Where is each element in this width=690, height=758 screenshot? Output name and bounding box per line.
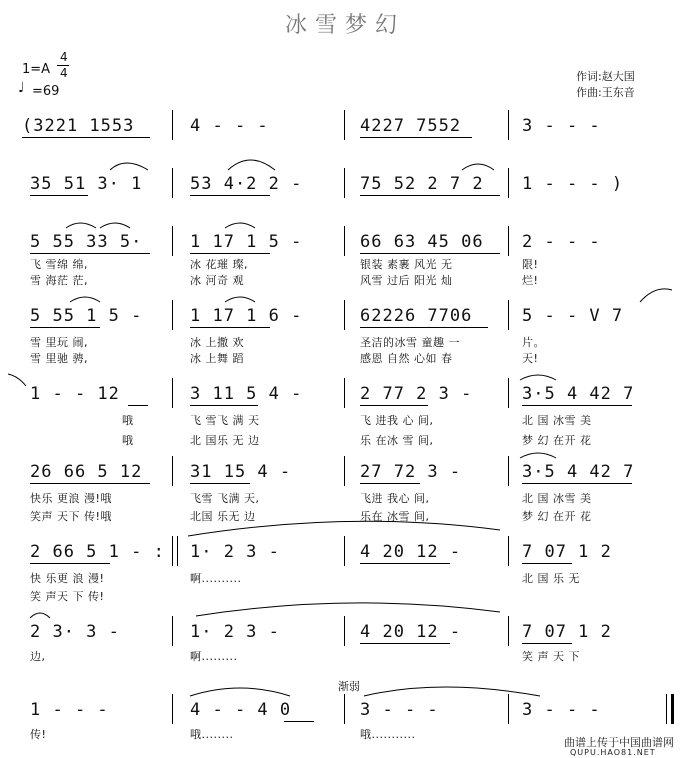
lyric-r3-l2-m1: 冰 上舞 蹈: [190, 352, 244, 365]
watermark-text: 曲谱上传于中国曲谱网: [564, 736, 674, 749]
lyric-r5-l2-m3: 梦 幻 在开 花: [522, 510, 592, 523]
slur: [190, 688, 290, 696]
lyric-r4-l2-m2: 乐 在冰 雪 间,: [360, 434, 434, 447]
measure-r8-m3: 3 - - -: [522, 700, 601, 720]
slur: [66, 223, 96, 228]
lyric-r2-l2-m0: 雪 海茫 茫,: [30, 274, 88, 287]
lyric-r4-l1-m0: 哦: [122, 414, 134, 427]
measure-r7-m0: 2 3· 3 -: [30, 622, 120, 642]
slur: [228, 160, 275, 170]
lyric-r4-l1-m2: 飞 进我 心 间,: [360, 414, 434, 427]
measure-r2-m2: 66 63 45 06: [360, 232, 484, 252]
lyric-r5-l2-m0: 笑声 天下 传!哦: [30, 510, 112, 523]
measure-r0-m1: 4 - - -: [190, 116, 269, 136]
dynamic-marking: 渐弱: [338, 680, 360, 693]
slur: [8, 374, 26, 386]
measure-r4-m2: 2 77 2 3 -: [360, 384, 473, 404]
lyric-r5-l1-m0: 快乐 更浪 漫!哦: [30, 492, 112, 505]
lyric-r5-l1-m3: 北 国 冰雪 美: [522, 492, 592, 505]
slur: [225, 297, 255, 302]
lyric-r3-l1-m3: 片。: [522, 336, 545, 349]
measure-r8-m0: 1 - - -: [30, 700, 109, 720]
watermark-url: QUPU.HAO81.NET: [570, 748, 656, 757]
lyric-r5-l1-m2: 飞进 我心 间,: [360, 492, 430, 505]
measure-r6-m3: 7 07 1 2: [522, 542, 612, 562]
page-title: 冰雪梦幻: [284, 13, 405, 38]
lyric-r7-l1-m3: 笑 声 天 下: [522, 650, 580, 663]
lyric-r3-l2-m3: 天!: [522, 352, 539, 365]
measure-r4-m0: 1 - - 12: [30, 384, 120, 404]
measure-r1-m1: 53 4·2 2 -: [190, 174, 303, 194]
time-signature-bottom: 4: [60, 66, 68, 80]
lyric-r8-l1-m2: 哦...........: [360, 728, 416, 741]
lyric-r4-l2-m3: 梦 幻 在开 花: [522, 434, 592, 447]
lyric-r4-l2-m1: 北 国乐 无 边: [190, 434, 260, 447]
slur: [196, 603, 500, 616]
slur: [462, 164, 494, 170]
lyric-r3-l1-m1: 冰 上撒 欢: [190, 336, 244, 349]
slur: [110, 163, 148, 170]
lyric-r6-l1-m1: 啊..........: [190, 572, 242, 585]
measure-r1-m2: 75 52 2 7 2: [360, 174, 484, 194]
measure-r0-m0: (3221 1553: [22, 116, 135, 136]
lyric-r2-l2-m2: 风雪 过后 阳光 灿: [360, 274, 453, 287]
lyric-r2-l1-m0: 飞 雪绵 绵,: [30, 258, 88, 271]
measure-r6-m0: 2 66 5 1 - :: [30, 542, 165, 562]
measure-r6-m1: 1· 2 3 -: [190, 542, 280, 562]
slur: [520, 453, 556, 458]
lyric-r5-l2-m2: 乐在 冰雪 间,: [360, 510, 430, 523]
quarter-note-icon: ♩: [18, 80, 25, 96]
lyric-r3-l2-m0: 雪 里驰 骋,: [30, 352, 88, 365]
lyric-r3-l2-m2: 感恩 自然 心如 春: [360, 352, 453, 365]
measure-r3-m0: 5 55 1 5 -: [30, 306, 143, 326]
slur: [225, 223, 255, 228]
lyric-r4-l1-m1: 飞 雪飞 满 天: [190, 414, 260, 427]
lyric-r5-l2-m1: 北国 乐无 边: [190, 510, 256, 523]
measure-r7-m1: 1· 2 3 -: [190, 622, 280, 642]
slur: [188, 521, 500, 536]
lyric-r5-l1-m1: 飞雪 飞满 天,: [190, 492, 260, 505]
measure-r2-m3: 2 - - -: [522, 232, 601, 252]
lyric-r4-l1-m3: 北 国 冰雪 美: [522, 414, 592, 427]
measure-r2-m0: 5 55 33 5·: [30, 232, 143, 252]
tempo: =69: [32, 84, 60, 99]
slur: [520, 375, 556, 380]
measure-r3-m2: 62226 7706: [360, 306, 473, 326]
slur: [100, 223, 130, 228]
slur: [70, 297, 100, 302]
lyric-r6-l1-m0: 快 乐更 浪 漫!: [30, 572, 105, 585]
composer-credit: 作曲:王东音: [576, 86, 635, 99]
slur: [30, 613, 50, 618]
lyric-r2-l1-m3: 限!: [522, 258, 539, 271]
lyric-r2-l2-m1: 冰 河奇 观: [190, 274, 244, 287]
measure-r6-m2: 4 20 12 -: [360, 542, 462, 562]
lyric-r6-l2-m0: 笑 声天 下 传!: [30, 590, 105, 603]
measure-r5-m0: 26 66 5 12: [30, 462, 143, 482]
measure-r1-m3: 1 - - - ): [522, 174, 624, 194]
measure-r3-m1: 1 17 1 6 -: [190, 306, 303, 326]
lyric-r2-l2-m3: 烂!: [522, 274, 539, 287]
time-signature-top: 4: [60, 50, 68, 64]
measure-r5-m1: 31 15 4 -: [190, 462, 292, 482]
key-signature: 1=A: [22, 62, 51, 77]
lyric-r8-l1-m0: 传!: [30, 728, 47, 741]
lyric-r2-l1-m2: 银装 素裹 风光 无: [360, 258, 453, 271]
measure-r7-m2: 4 20 12 -: [360, 622, 462, 642]
lyric-r8-l1-m1: 哦........: [190, 728, 234, 741]
measure-r5-m3: 3·5 4 42 7: [522, 462, 635, 482]
measure-r4-m3: 3·5 4 42 7: [522, 384, 635, 404]
lyric-r7-l1-m1: 啊.........: [190, 650, 238, 663]
measure-r0-m3: 3 - - -: [522, 116, 601, 136]
measure-r1-m0: 35 51 3· 1: [30, 174, 143, 194]
lyric-r3-l1-m2: 圣洁的冰雪 童趣 一: [360, 336, 460, 349]
lyricist-credit: 作词:赵大国: [576, 70, 635, 83]
lyric-r7-l1-m0: 边,: [30, 650, 46, 663]
measure-r7-m3: 7 07 1 2: [522, 622, 612, 642]
slur: [640, 289, 672, 302]
slur: [364, 687, 540, 696]
lyric-r2-l1-m1: 冰 花璀 璨,: [190, 258, 248, 271]
measure-r4-m1: 3 11 5 4 -: [190, 384, 303, 404]
lyric-r3-l1-m0: 雪 里玩 闹,: [30, 336, 88, 349]
measure-r2-m1: 1 17 1 5 -: [190, 232, 303, 252]
measure-r0-m2: 4227 7552: [360, 116, 462, 136]
measure-r3-m3: 5 - - V 7: [522, 306, 624, 326]
lyric-r6-l1-m3: 北 国 乐 无: [522, 572, 580, 585]
lyric-r4-l2-m0: 哦: [122, 434, 134, 447]
measure-r5-m2: 27 72 3 -: [360, 462, 462, 482]
measure-r8-m2: 3 - - -: [360, 700, 439, 720]
measure-r8-m1: 4 - - 4 0: [190, 700, 292, 720]
